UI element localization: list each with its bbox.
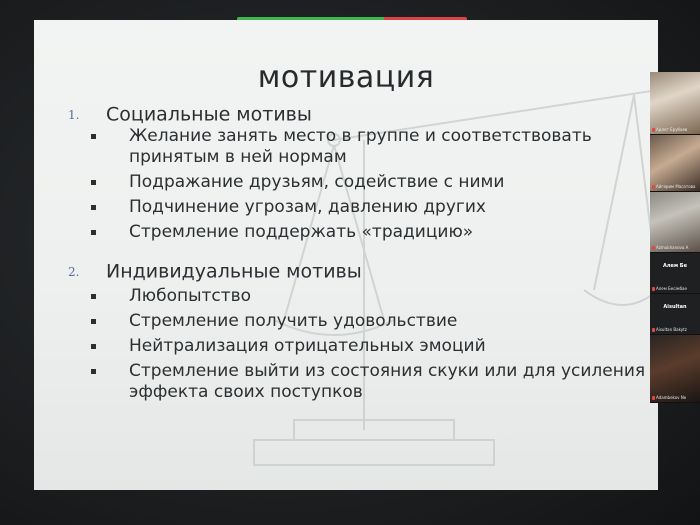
social-motives-list xyxy=(89,126,649,247)
list-item-text: Подчинение угрозам, давлению других xyxy=(129,197,486,217)
participant-name: Aisultan Bakytz xyxy=(652,327,687,332)
list-item-text: Подражание друзьям, содействие с ними xyxy=(129,172,505,192)
list-item xyxy=(89,126,649,168)
participant-tile[interactable] xyxy=(650,72,700,135)
list-item xyxy=(89,311,649,332)
list-item xyxy=(89,197,649,218)
list-item-text: Стремление выйти из состояния скуки или для усиления эффекта своих поступков xyxy=(129,361,646,402)
participant-tile[interactable] xyxy=(650,135,700,192)
bullet-icon xyxy=(91,344,96,349)
section-number: 2. xyxy=(68,264,80,279)
section-heading: Социальные мотивы xyxy=(106,103,312,126)
participant-name: Алем Бесімбае xyxy=(652,286,687,291)
mic-muted-icon xyxy=(652,328,655,332)
participant-name: Адлет Ерубаев xyxy=(652,127,687,132)
bullet-icon xyxy=(91,180,96,185)
section-heading: Индивидуальные мотивы xyxy=(106,260,362,283)
list-item xyxy=(89,336,649,357)
section-social-motives xyxy=(68,103,312,126)
bullet-icon xyxy=(91,369,96,374)
mic-muted-icon xyxy=(652,287,655,291)
participant-name: Айгерим Масатова xyxy=(652,184,695,189)
list-item xyxy=(89,286,649,307)
mic-muted-icon xyxy=(652,396,655,400)
list-item-text: Стремление получить удовольствие xyxy=(129,311,458,331)
mic-muted-icon xyxy=(652,246,655,250)
participant-name: Azmukhanova A xyxy=(652,245,688,250)
participants-panel[interactable] xyxy=(650,72,700,402)
mic-muted-icon xyxy=(652,128,655,132)
slide-title: мотивация xyxy=(257,60,435,95)
bullet-icon xyxy=(91,230,96,235)
list-item-text: Нейтрализация отрицательных эмоций xyxy=(129,336,486,356)
participant-tile[interactable] xyxy=(650,253,700,294)
individual-motives-list xyxy=(89,286,649,407)
presentation-slide xyxy=(34,20,658,490)
participant-tile[interactable] xyxy=(650,335,700,403)
section-individual-motives xyxy=(68,260,362,283)
list-item xyxy=(89,172,649,193)
bullet-icon xyxy=(91,294,96,299)
bullet-icon xyxy=(91,134,96,139)
list-item-text: Любопытство xyxy=(129,286,252,306)
mic-muted-icon xyxy=(652,185,655,189)
list-item-text: Желание занять место в группе и соответствовать принятым в ней нормам xyxy=(129,126,592,167)
participant-tile[interactable] xyxy=(650,192,700,253)
list-item-text: Стремление поддержать «традицию» xyxy=(129,222,474,242)
participant-tile[interactable] xyxy=(650,294,700,335)
list-item xyxy=(89,222,649,243)
participant-name: Adambekov Ne xyxy=(652,395,686,400)
participant-display-name: Aisultan xyxy=(663,304,687,310)
section-number: 1. xyxy=(68,107,80,122)
list-item xyxy=(89,361,649,403)
bullet-icon xyxy=(91,319,96,324)
bullet-icon xyxy=(91,205,96,210)
participant-display-name: Алем Бе xyxy=(663,263,687,269)
